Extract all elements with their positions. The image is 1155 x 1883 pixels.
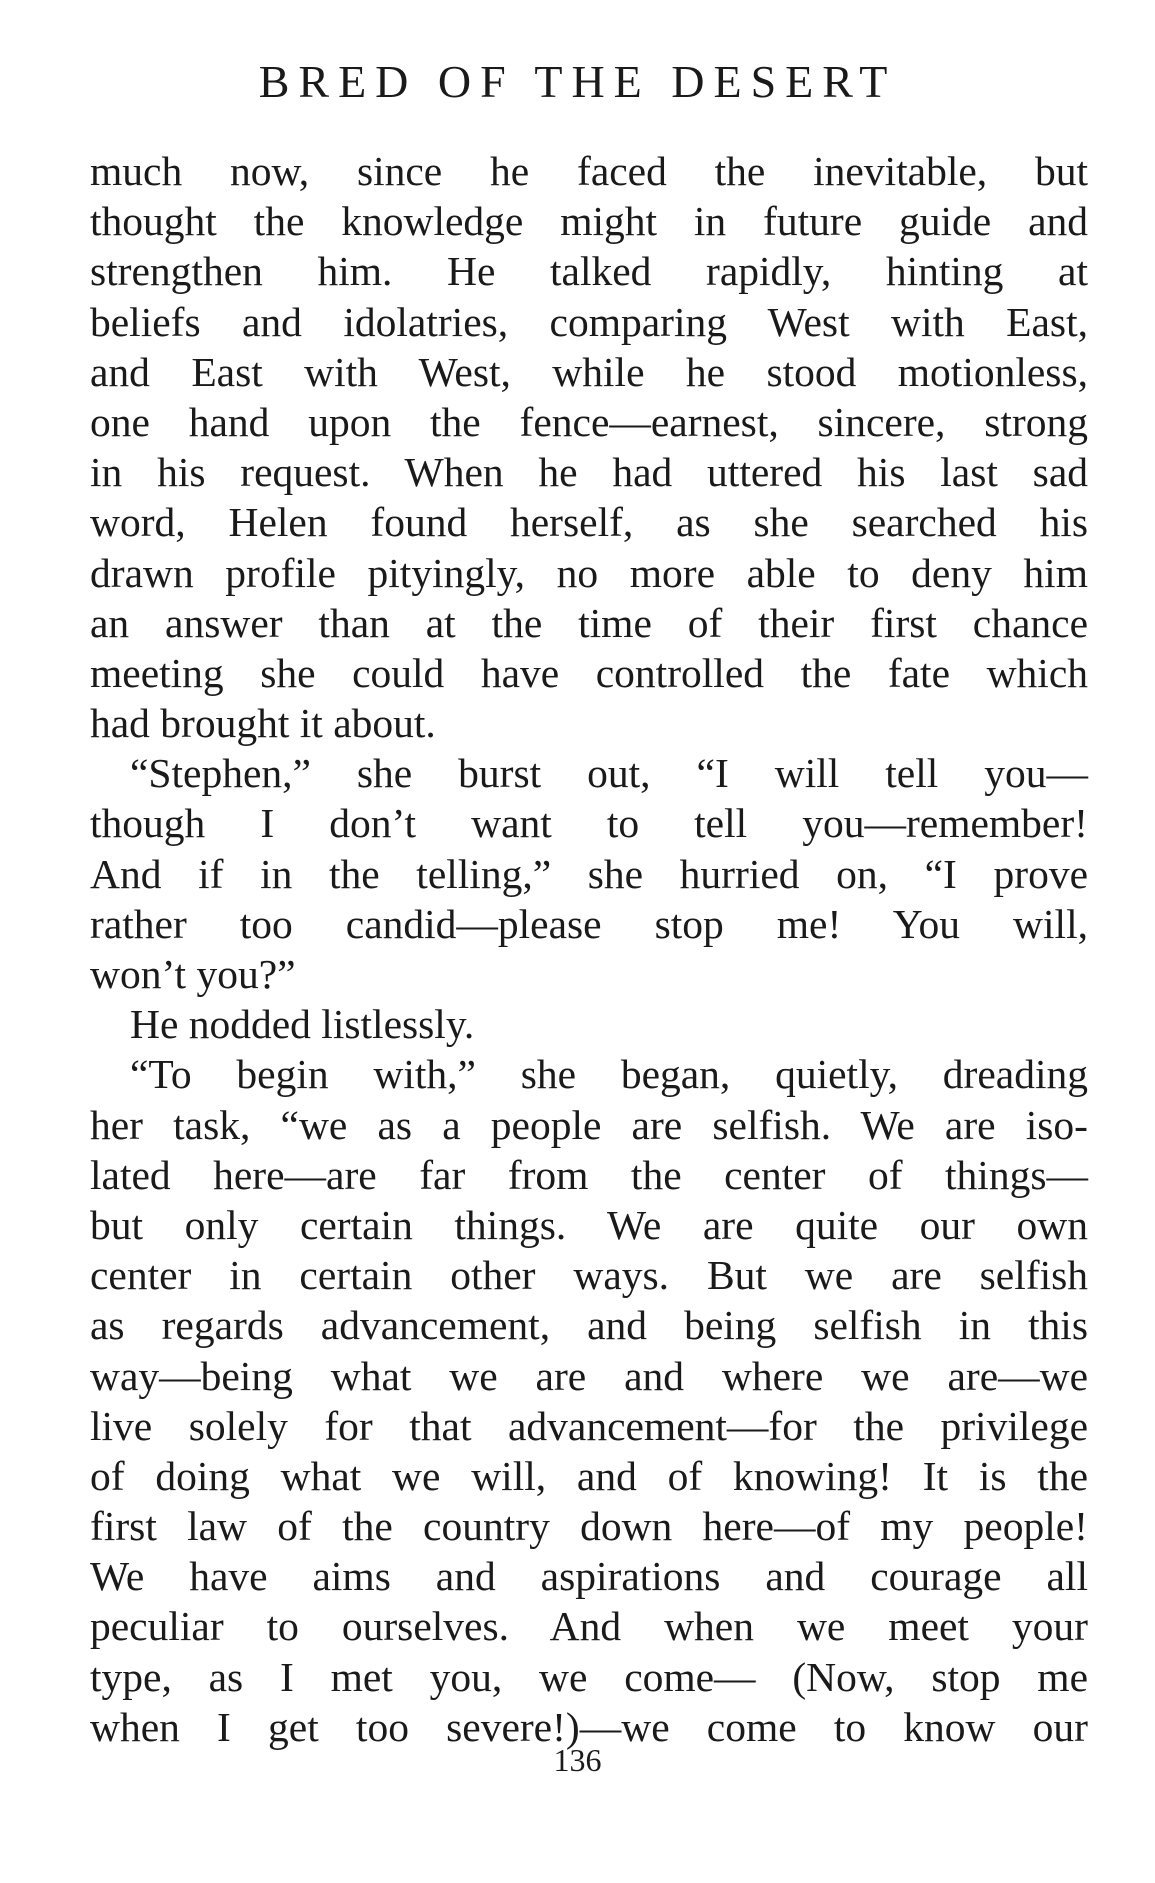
text-line: when I get too severe!)—we come to know our [90,1703,1088,1750]
text-line: thought the knowledge might in future guide and [90,198,1088,245]
text-line: live solely for that advancement—for the privilege [90,1402,1088,1449]
text-line: one hand upon the fence—earnest, sincere, strong [90,398,1088,445]
text-line: strengthen him. He talked rapidly, hinting at [90,248,1088,295]
text-line: way—being what we are and where we are—we [90,1352,1088,1399]
body-text [90,146,1088,1752]
text-line: rather too candid—please stop me! You will, [90,900,1088,947]
text-line: type, as I met you, we come— (Now, stop me [90,1653,1088,1700]
page-number: 136 [553,1742,602,1778]
text-line: word, Helen found herself, as she searched his [90,499,1088,546]
text-line: had brought it about. [90,700,436,747]
text-line: We have aims and aspirations and courage all [90,1553,1088,1600]
text-line: though I don’t want to tell you—remember! [90,800,1088,847]
text-line: “To begin with,” she began, quietly, dreading [130,1051,1088,1098]
text-line: He nodded listlessly. [130,1001,475,1048]
text-line: in his request. When he had uttered his last sad [90,449,1088,496]
text-line: peculiar to ourselves. And when we meet your [90,1603,1088,1650]
text-line: And if in the telling,” she hurried on, “I prove [90,850,1088,897]
running-head: BRED OF THE DESERT [258,56,897,107]
text-line: center in certain other ways. But we are selfish [90,1252,1088,1299]
text-line: but only certain things. We are quite our own [90,1201,1088,1248]
text-line: her task, “we as a people are selfish. We are iso- [90,1101,1088,1148]
text-line: much now, since he faced the inevitable, but [90,148,1088,194]
text-line: and East with West, while he stood motionless, [90,348,1088,395]
text-line: won’t you?” [90,951,296,997]
text-line: lated here—are far from the center of things— [90,1151,1088,1198]
text-line: meeting she could have controlled the fate which [90,649,1088,696]
text-line: beliefs and idolatries, comparing West with East, [90,298,1088,345]
text-line: “Stephen,” she burst out, “I will tell you— [130,750,1088,797]
text-line: drawn profile pityingly, no more able to deny him [90,549,1088,596]
text-line: first law of the country down here—of my people! [90,1503,1088,1550]
text-line: as regards advancement, and being selfish in this [90,1302,1088,1349]
text-line: an answer than at the time of their first chance [90,599,1088,646]
text-line: of doing what we will, and of knowing! It is the [90,1452,1088,1499]
